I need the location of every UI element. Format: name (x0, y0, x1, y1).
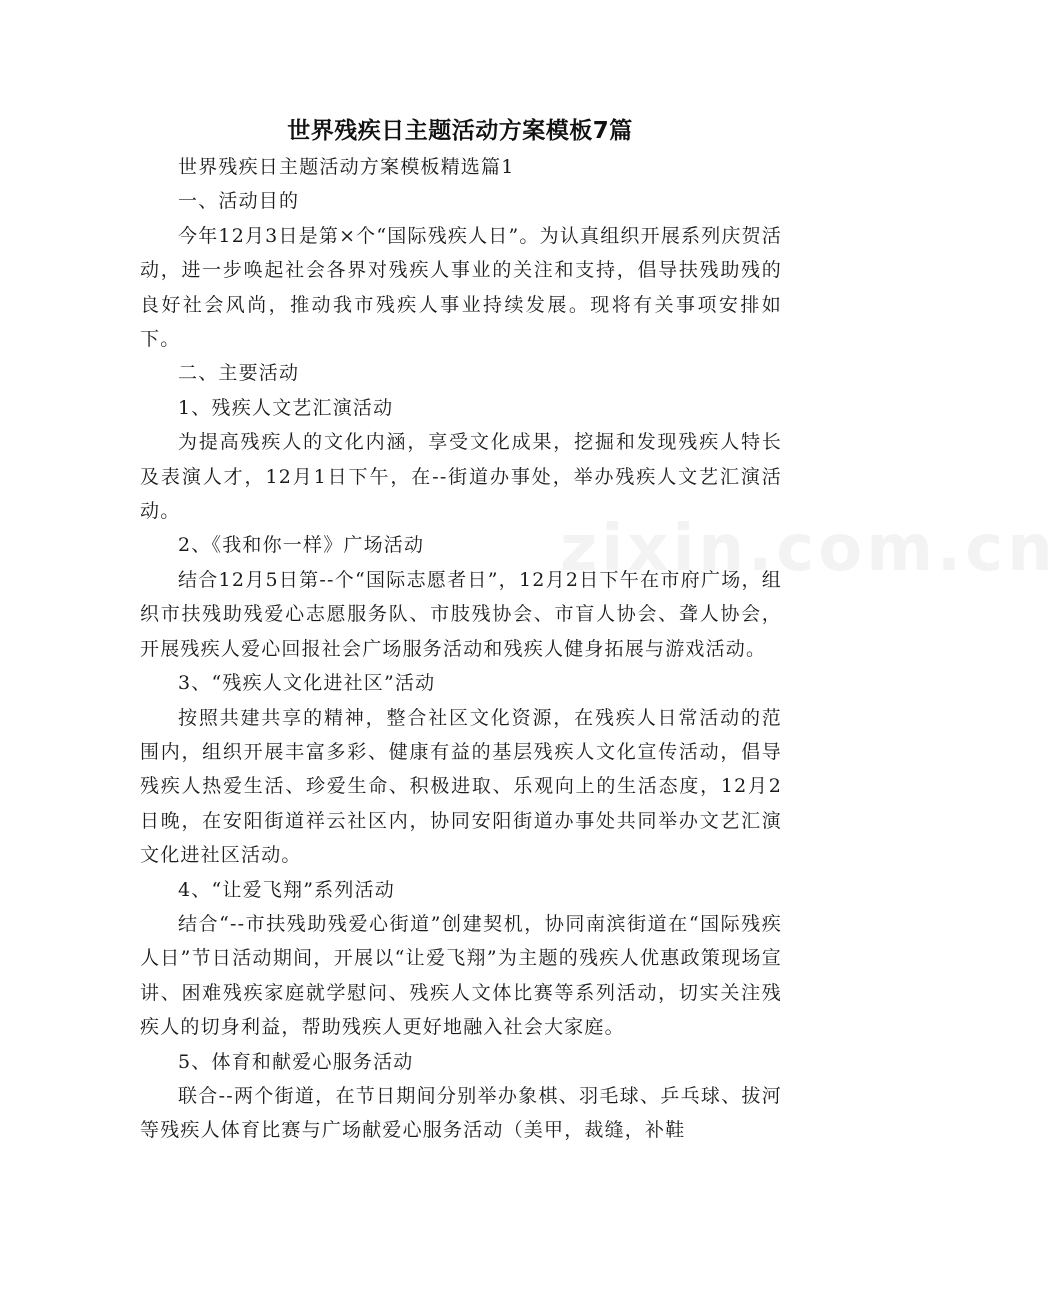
document-body (140, 150, 782, 1148)
document-title: 世界残疾日主题活动方案模板7篇 (287, 118, 633, 144)
site-watermark: zixin.com.cn (560, 512, 1057, 586)
section-heading: 一、活动目的 (178, 190, 300, 213)
subsection-heading: 2、《我和你一样》广场活动 (178, 534, 425, 557)
subsection-heading: 4、“让爱飞翔”系列活动 (178, 878, 395, 901)
section-heading: 世界残疾日主题活动方案模板精选篇1 (178, 156, 515, 178)
body-paragraph: 为提高残疾人的文化内涵，享受文化成果，挖掘和发现残疾人特长及表演人才，12月1日下午，在--街道办事处，举办残疾人文艺汇演活动。 (140, 431, 782, 523)
body-paragraph: 结合“--市扶残助残爱心街道”创建契机，协同南滨街道在“国际残疾人日”节日活动期间，开展以“让爱飞翔”为主题的残疾人优惠政策现场宣讲、困难残疾家庭就学慰问、残疾人文体比赛等系列活动，切实关注残疾人的切身利益，帮助残疾人更好地融入社会大家庭。 (140, 912, 782, 1039)
section-heading: 二、主要活动 (178, 362, 300, 385)
subsection-heading: 1、残疾人文艺汇演活动 (178, 396, 394, 419)
subsection-heading: 3、“残疾人文化进社区”活动 (178, 672, 436, 695)
subsection-heading: 5、体育和献爱心服务活动 (178, 1050, 414, 1073)
body-paragraph: 按照共建共享的精神，整合社区文化资源，在残疾人日常活动的范围内，组织开展丰富多彩、健康有益的基层残疾人文化宣传活动，倡导残疾人热爱生活、珍爱生命、积极进取、乐观向上的生活态度，12月2日晚，在安阳街道祥云社区内，协同安阳街道办事处共同举办文艺汇演文化进社区活动。 (140, 706, 782, 867)
body-paragraph: 联合--两个街道，在节日期间分别举办象棋、羽毛球、乒乓球、拔河等残疾人体育比赛与广场献爱心服务活动（美甲，裁缝，补鞋 (140, 1084, 782, 1142)
body-paragraph: 结合12月5日第--个“国际志愿者日”，12月2日下午在市府广场，组织市扶残助残爱心志愿服务队、市肢残协会、市盲人协会、聋人协会，开展残疾人爱心回报社会广场服务活动和残疾人健身拓展与游戏活动。 (140, 568, 782, 660)
body-paragraph: 今年12月3日是第×个“国际残疾人日”。为认真组织开展系列庆贺活动，进一步唤起社会各界对残疾人事业的关注和支持，倡导扶残助残的良好社会风尚，推动我市残疾人事业持续发展。现将有关事项安排如下。 (140, 224, 783, 351)
